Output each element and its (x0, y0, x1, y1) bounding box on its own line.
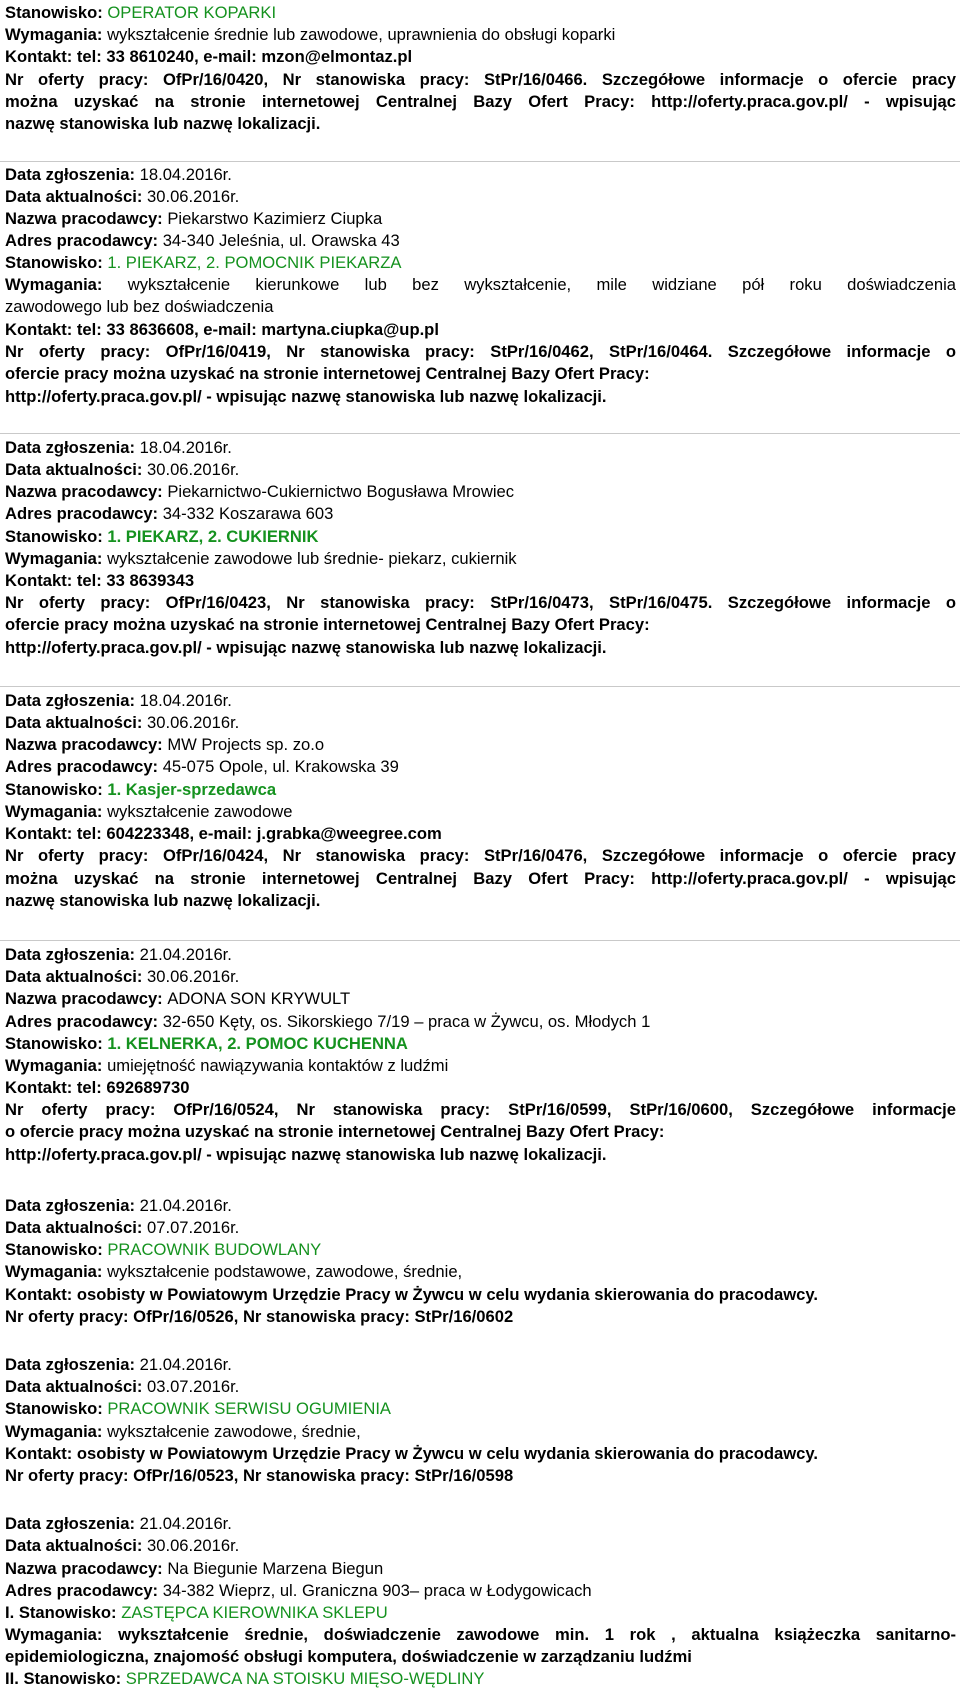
field-label: Wymagania: (5, 802, 108, 821)
field-label: Kontakt: tel: 692689730 (5, 1078, 190, 1097)
section-divider (0, 161, 960, 162)
field-value: 30.06.2016r. (147, 967, 240, 986)
field-label: http://oferty.praca.gov.pl/ - wpisując nazwę stanowiska lub nazwę lokalizacji. (5, 638, 607, 657)
field-label: http://oferty.praca.gov.pl/ - wpisując nazwę stanowiska lub nazwę lokalizacji. (5, 387, 607, 406)
text-line (5, 341, 956, 364)
field-label: Nazwa pracodawcy: (5, 1559, 168, 1578)
field-label: Wymagania: (5, 275, 128, 294)
text-line (5, 1077, 956, 1100)
text-line (5, 1535, 956, 1558)
text-line (5, 208, 956, 231)
field-value: 03.07.2016r. (147, 1377, 240, 1396)
field-value: 30.06.2016r. (147, 460, 240, 479)
text-line (5, 69, 956, 92)
text-line (5, 363, 956, 386)
position-name: 1. KELNERKA, 2. POMOC KUCHENNA (107, 1034, 408, 1053)
text-line (5, 386, 956, 409)
text-line (5, 1646, 956, 1669)
field-label: Stanowisko: (5, 253, 108, 272)
field-label: Wymagania: (5, 1056, 108, 1075)
field-value: zawodowego lub bez doświadczenia (5, 297, 274, 316)
field-label: ofercie pracy można uzyskać na stronie internetowej Centralnej Bazy Ofert Pracy: (5, 615, 650, 634)
text-line (5, 548, 956, 571)
field-label: Adres pracodawcy: (5, 504, 163, 523)
field-label: Nr oferty pracy: OfPr/16/0424, Nr stanowiska pracy: StPr/16/0476, Szczegółowe informacje o ofercie pracy (5, 846, 956, 865)
field-label: Adres pracodawcy: (5, 757, 163, 776)
text-line (5, 437, 956, 460)
text-line (5, 319, 956, 342)
field-label: Kontakt: osobisty w Powiatowym Urzędzie Pracy w Żywcu w celu wydania skierowania do pracodawcy. (5, 1444, 819, 1463)
text-line (5, 459, 956, 482)
field-label: o ofercie pracy można uzyskać na stronie internetowej Centralnej Bazy Ofert Pracy: (5, 1122, 665, 1141)
text-line (5, 756, 956, 779)
text-line (5, 966, 956, 989)
text-line (5, 592, 956, 615)
field-label: Data aktualności: (5, 460, 148, 479)
text-line (5, 274, 956, 297)
text-line (5, 712, 956, 735)
field-label: Data aktualności: (5, 967, 148, 986)
text-line (5, 1099, 956, 1122)
position-name: 1. PIEKARZ, 2. CUKIERNIK (107, 527, 319, 546)
text-line (5, 944, 956, 967)
field-label: http://oferty.praca.gov.pl/ - wpisując nazwę stanowiska lub nazwę lokalizacji. (5, 1145, 607, 1164)
field-value: 18.04.2016r. (139, 438, 232, 457)
position-name: OPERATOR KOPARKI (107, 3, 277, 22)
text-line (5, 1376, 956, 1399)
text-line (5, 1354, 956, 1377)
text-line (5, 252, 956, 275)
field-value: 21.04.2016r. (139, 1196, 232, 1215)
text-line (5, 1033, 956, 1056)
field-label: Adres pracodawcy: (5, 1581, 163, 1600)
field-label: Kontakt: tel: 33 8610240, e-mail: mzon@elmontaz.pl (5, 47, 413, 66)
text-line (5, 24, 956, 47)
text-line (5, 186, 956, 209)
field-label: można uzyskać na stronie internetowej Centralnej Bazy Ofert Pracy: http://oferty.praca.gov.pl/ - wpisując (5, 869, 956, 888)
text-line (5, 1144, 956, 1167)
text-line (5, 1398, 956, 1421)
text-line (5, 1465, 956, 1488)
text-line (5, 296, 956, 319)
field-label: Nr oferty pracy: OfPr/16/0419, Nr stanowiska pracy: StPr/16/0462, StPr/16/0464. Szczegółowe informacje o (5, 342, 956, 361)
field-label: Stanowisko: (5, 527, 108, 546)
field-value: wykształcenie średnie lub zawodowe, uprawnienia do obsługi koparki (107, 25, 616, 44)
text-line (5, 1421, 956, 1444)
text-line (5, 91, 956, 114)
field-label: Data zgłoszenia: (5, 438, 140, 457)
field-label: Wymagania: (5, 549, 108, 568)
field-value: wykształcenie zawodowe lub średnie- piekarz, cukiernik (107, 549, 517, 568)
field-value: 21.04.2016r. (139, 1355, 232, 1374)
text-line (5, 868, 956, 891)
field-label: można uzyskać na stronie internetowej Centralnej Bazy Ofert Pracy: http://oferty.praca.gov.pl/ - wpisując (5, 92, 956, 111)
text-line (5, 570, 956, 593)
field-label: Stanowisko: (5, 780, 108, 799)
field-label: Data aktualności: (5, 1218, 148, 1237)
field-label: Wymagania: (5, 1422, 108, 1441)
text-line (5, 1261, 956, 1284)
text-line (5, 690, 956, 713)
field-label: Stanowisko: (5, 1034, 108, 1053)
text-line (5, 823, 956, 846)
field-value: 21.04.2016r. (139, 1514, 232, 1533)
field-label: Stanowisko: (5, 1240, 108, 1259)
field-value: wykształcenie zawodowe, średnie, (107, 1422, 361, 1441)
field-label: Nr oferty pracy: OfPr/16/0523, Nr stanowiska pracy: StPr/16/0598 (5, 1466, 514, 1485)
field-label: Kontakt: tel: 33 8636608, e-mail: martyna.ciupka@up.pl (5, 320, 439, 339)
text-line (5, 734, 956, 757)
field-label: Data zgłoszenia: (5, 1514, 140, 1533)
field-value: 18.04.2016r. (139, 691, 232, 710)
text-line (5, 481, 956, 504)
field-value: ADONA SON KRYWULT (167, 989, 351, 1008)
section-divider (0, 433, 960, 434)
field-label: Stanowisko: (5, 1399, 108, 1418)
position-name: 1. PIEKARZ, 2. POMOCNIK PIEKARZA (107, 253, 402, 272)
text-line (5, 845, 956, 868)
position-name: 1. Kasjer-sprzedawca (107, 780, 277, 799)
field-label: Wymagania: (5, 25, 108, 44)
field-label: Adres pracodawcy: (5, 1012, 163, 1031)
field-value: Piekarnictwo-Cukiernictwo Bogusława Mrowiec (167, 482, 515, 501)
section-divider (0, 940, 960, 941)
position-name: SPRZEDAWCA NA STOISKU MIĘSO-WĘDLINY (125, 1669, 485, 1688)
field-label: Kontakt: tel: 33 8639343 (5, 571, 195, 590)
field-label: Nazwa pracodawcy: (5, 209, 168, 228)
text-line (5, 1624, 956, 1647)
field-label: II. Stanowisko: (5, 1669, 126, 1688)
field-value: 07.07.2016r. (147, 1218, 240, 1237)
field-value: MW Projects sp. zo.o (167, 735, 325, 754)
text-line (5, 113, 956, 136)
field-value: 32-650 Kęty, os. Sikorskiego 7/19 – praca w Żywcu, os. Młodych 1 (162, 1012, 651, 1031)
field-value: wykształcenie kierunkowe lub bez wykształcenie, mile widziane pół roku doświadczenia (127, 275, 956, 294)
text-line (5, 1011, 956, 1034)
text-line (5, 503, 956, 526)
field-label: Data aktualności: (5, 1377, 148, 1396)
text-line (5, 1217, 956, 1240)
text-line (5, 1306, 956, 1329)
position-name: PRACOWNIK BUDOWLANY (107, 1240, 322, 1259)
field-label: Data zgłoszenia: (5, 1196, 140, 1215)
text-line (5, 1284, 956, 1307)
text-line (5, 230, 956, 253)
text-line (5, 1239, 956, 1262)
text-line (5, 1121, 956, 1144)
field-value: 30.06.2016r. (147, 713, 240, 732)
field-label: epidemiologiczna, znajomość obsługi komputera, doświadczenie w zarządzaniu ludźmi (5, 1647, 692, 1666)
field-label: Nr oferty pracy: OfPr/16/0423, Nr stanowiska pracy: StPr/16/0473, StPr/16/0475. Szczegółowe informacje o (5, 593, 956, 612)
field-label: Adres pracodawcy: (5, 231, 163, 250)
field-label: Kontakt: tel: 604223348, e-mail: j.grabka@weegree.com (5, 824, 442, 843)
field-value: Na Biegunie Marzena Biegun (167, 1559, 384, 1578)
field-label: Nr oferty pracy: OfPr/16/0420, Nr stanowiska pracy: StPr/16/0466. Szczegółowe informacje o ofercie pracy (5, 70, 956, 89)
field-label: Data zgłoszenia: (5, 945, 140, 964)
field-label: Stanowisko: (5, 3, 108, 22)
field-value: 30.06.2016r. (147, 187, 240, 206)
field-value: 45-075 Opole, ul. Krakowska 39 (162, 757, 399, 776)
field-value: 34-332 Koszarawa 603 (162, 504, 334, 523)
text-line (5, 890, 956, 913)
text-line (5, 801, 956, 824)
field-label: Data zgłoszenia: (5, 1355, 140, 1374)
position-name: ZASTĘPCA KIEROWNIKA SKLEPU (121, 1603, 388, 1622)
text-line (5, 988, 956, 1011)
field-label: Data aktualności: (5, 1536, 148, 1555)
field-label: Nazwa pracodawcy: (5, 482, 168, 501)
field-label: Data aktualności: (5, 713, 148, 732)
text-line (5, 526, 956, 549)
text-line (5, 614, 956, 637)
field-label: Nr oferty pracy: OfPr/16/0524, Nr stanowiska pracy: StPr/16/0599, StPr/16/0600, Szczegółowe informacje (5, 1100, 956, 1119)
field-label: Nazwa pracodawcy: (5, 735, 168, 754)
field-label: ofercie pracy można uzyskać na stronie internetowej Centralnej Bazy Ofert Pracy: (5, 364, 650, 383)
text-line (5, 164, 956, 187)
field-label: Kontakt: osobisty w Powiatowym Urzędzie Pracy w Żywcu w celu wydania skierowania do pracodawcy. (5, 1285, 819, 1304)
field-label: nazwę stanowiska lub nazwę lokalizacji. (5, 114, 321, 133)
field-value: Piekarstwo Kazimierz Ciupka (167, 209, 383, 228)
text-line (5, 1580, 956, 1603)
field-value: umiejętność nawiązywania kontaktów z ludźmi (107, 1056, 449, 1075)
field-label: nazwę stanowiska lub nazwę lokalizacji. (5, 891, 321, 910)
field-label: Wymagania: (5, 1262, 108, 1281)
field-value: 30.06.2016r. (147, 1536, 240, 1555)
text-line (5, 1602, 956, 1625)
text-line (5, 1195, 956, 1218)
field-label: Nr oferty pracy: OfPr/16/0526, Nr stanowiska pracy: StPr/16/0602 (5, 1307, 514, 1326)
field-label: Wymagania: wykształcenie średnie, doświadczenie zawodowe min. 1 rok , aktualna książeczka sanitarno- (5, 1625, 956, 1644)
text-line (5, 2, 956, 25)
position-name: PRACOWNIK SERWISU OGUMIENIA (107, 1399, 392, 1418)
text-line (5, 1513, 956, 1536)
field-label: I. Stanowisko: (5, 1603, 122, 1622)
field-label: Data aktualności: (5, 187, 148, 206)
field-value: 18.04.2016r. (139, 165, 232, 184)
field-value: 34-340 Jeleśnia, ul. Orawska 43 (162, 231, 400, 250)
text-line (5, 1055, 956, 1078)
field-value: wykształcenie zawodowe (107, 802, 293, 821)
text-line (5, 46, 956, 69)
text-line (5, 1558, 956, 1581)
field-value: 21.04.2016r. (139, 945, 232, 964)
field-value: 34-382 Wieprz, ul. Graniczna 903– praca w Łodygowicach (162, 1581, 592, 1600)
field-value: wykształcenie podstawowe, zawodowe, średnie, (107, 1262, 463, 1281)
section-divider (0, 686, 960, 687)
field-label: Data zgłoszenia: (5, 691, 140, 710)
text-line (5, 1443, 956, 1466)
text-line (5, 637, 956, 660)
text-line (5, 779, 956, 802)
text-line (5, 1668, 956, 1691)
field-label: Data zgłoszenia: (5, 165, 140, 184)
field-label: Nazwa pracodawcy: (5, 989, 168, 1008)
